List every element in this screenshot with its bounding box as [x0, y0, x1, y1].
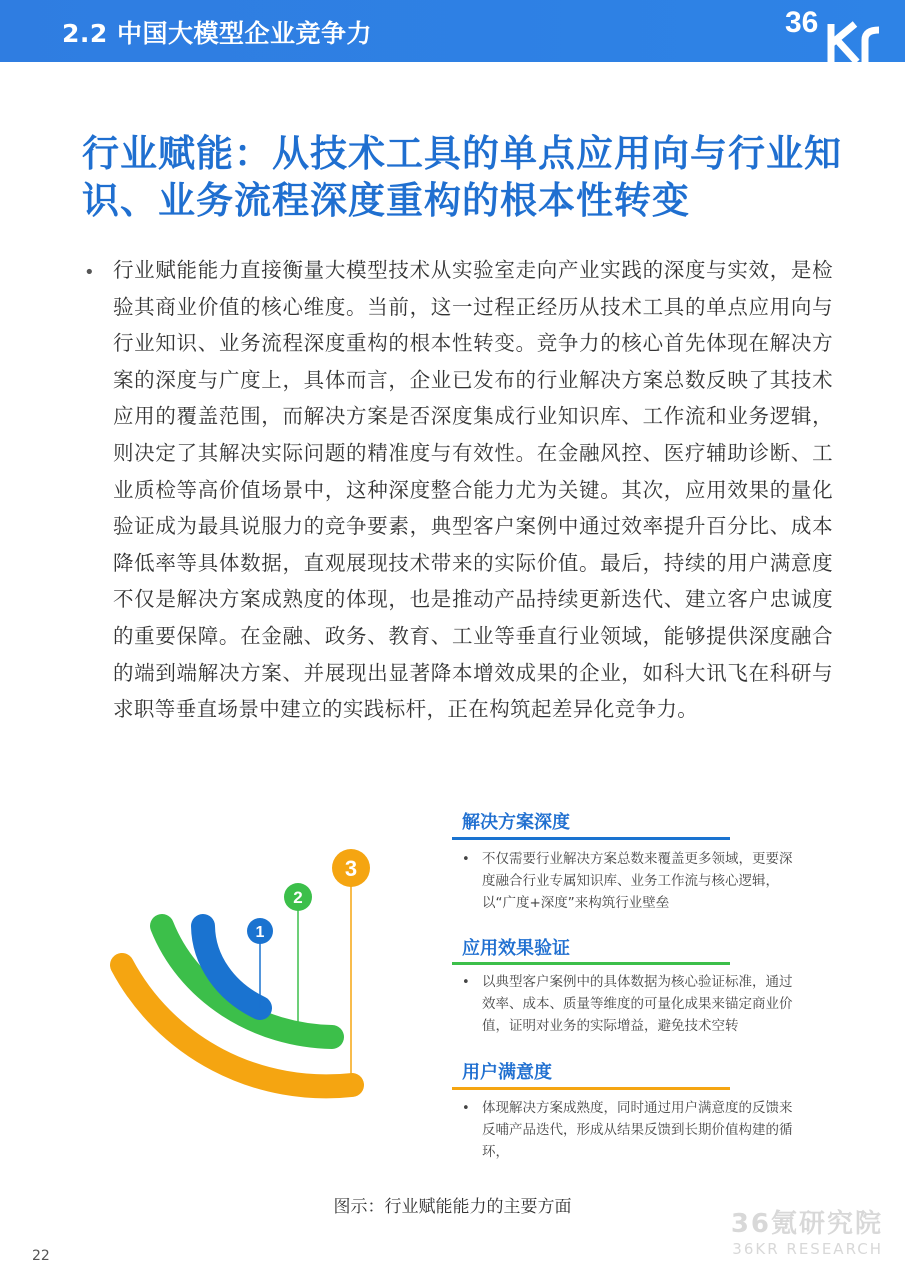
figure-caption: 图示：行业赋能能力的主要方面 — [333, 1197, 572, 1217]
marker-1-label: 1 — [255, 924, 265, 941]
section-1-text: 不仅需要行业解决方案总数来覆盖更多领域，更要深度融合行业专属知识库、业务工作流与核心逻辑，以“广度+深度”来构筑行业壁垒 — [482, 851, 793, 911]
section-1-title: 解决方案深度 — [462, 812, 570, 833]
section-2-bullet: • — [462, 975, 470, 990]
section-1-rule — [452, 837, 730, 840]
page-number: 22 — [32, 1248, 50, 1264]
marker-3-label: 3 — [344, 856, 358, 881]
section-3-text: 体现解决方案成熟度，同时通过用户满意度的反馈来反哺产品迭代，形成从结果反馈到长期价值构建的循环， — [482, 1100, 793, 1160]
section-3-bullet: • — [462, 1101, 470, 1116]
section-3-rule — [452, 1087, 730, 1090]
brand-logo-digits: 36 — [785, 6, 819, 39]
section-3-title: 用户满意度 — [462, 1062, 552, 1083]
section-1-bullet: • — [462, 852, 470, 867]
watermark-en: 36KR RESEARCH — [732, 1240, 883, 1258]
section-2-title: 应用效果验证 — [462, 938, 570, 959]
body-paragraph: 行业赋能能力直接衡量大模型技术从实验室走向产业实践的深度与实效，是检验其商业价值的核心维度。当前，这一过程正经历从技术工具的单点应用向与行业知识、业务流程深度重构的根本性转变。竞争力的核心首先体现在解决方案的深度与广度上，具体而言，企业已发布的行业解决方案总数反映了其技术应用的覆盖范围，而解决方案是否深度集成行业知识库、工作流和业务逻辑，则决定了其解决实际问题的精准度与有效性。在金融风控、医疗辅助诊断、工业质检等高价值场景中，这种深度整合能力尤为关键。其次，应用效果的量化验证成为最具说服力的竞争要素，典型客户案例中通过效率提升百分比、成本降低率等具体数据，直观展现技术带来的实际价值。最后，持续的用户满意度不仅是解决方案成熟度的体现，也是推动产品持续更新迭代、建立客户忠诚度的重要保障。在金融、政务、教育、工业等垂直行业领域，能够提供深度融合的端到端解决方案、并展现出显著降本增效成果的企业，如科大讯飞在科研与求职等垂直场景中建立的实践标杆，正在构筑起差异化竞争力。 — [113, 258, 833, 722]
watermark-cn: 36氪研究院 — [730, 1209, 883, 1239]
section-2-text: 以典型客户案例中的具体数据为核心验证标准，通过效率、成本、质量等维度的可量化成果来锚定商业价值，证明对业务的实际增益，避免技术空转 — [482, 974, 793, 1034]
arc-diagram — [100, 840, 400, 1100]
bullet: • — [84, 262, 95, 283]
header-bar — [0, 0, 905, 62]
section-title: 2.2 中国大模型企业竞争力 — [62, 19, 372, 48]
brand-logo — [781, 0, 899, 62]
section-2-rule — [452, 962, 730, 965]
green-arc — [162, 926, 332, 1037]
headline: 行业赋能：从技术工具的单点应用向与行业知识、业务流程深度重构的根本性转变 — [82, 132, 842, 222]
marker-2-label: 2 — [293, 888, 303, 907]
